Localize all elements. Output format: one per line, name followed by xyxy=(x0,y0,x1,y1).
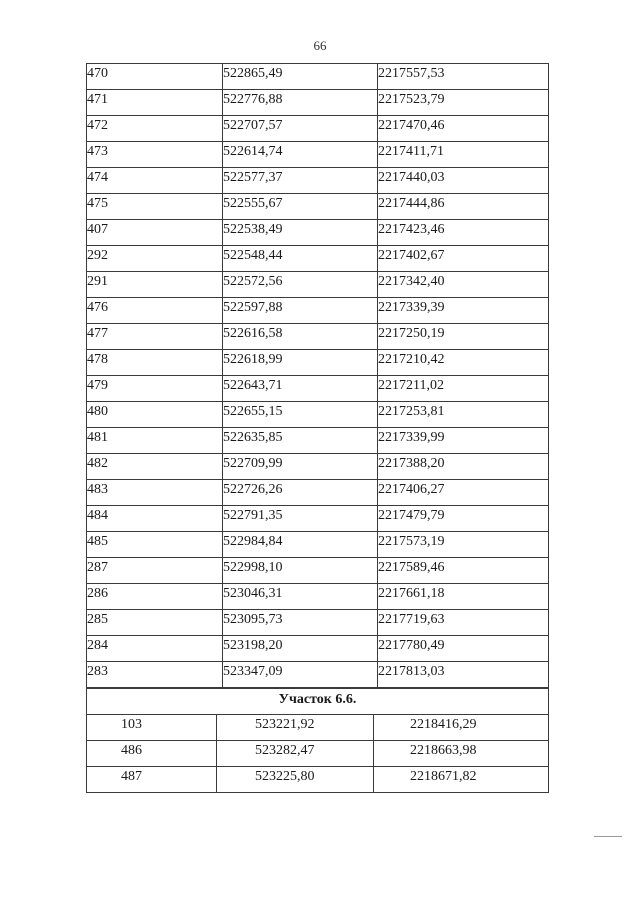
table-row xyxy=(87,636,549,662)
table-row xyxy=(87,428,549,454)
y-coordinate-cell: 2217339,39 xyxy=(378,298,549,324)
table-row xyxy=(87,715,549,741)
table-row xyxy=(87,64,549,90)
y-coordinate-cell: 2217470,46 xyxy=(378,116,549,142)
x-coordinate-cell: 523046,31 xyxy=(223,584,378,610)
y-coordinate-cell: 2217661,18 xyxy=(378,584,549,610)
x-coordinate-cell: 523095,73 xyxy=(223,610,378,636)
x-coordinate-cell: 522643,71 xyxy=(223,376,378,402)
point-number-cell: 485 xyxy=(87,532,223,558)
table-row xyxy=(87,506,549,532)
page-number: 66 xyxy=(313,38,327,53)
table-row xyxy=(87,246,549,272)
coordinates-sheet xyxy=(86,63,548,793)
x-coordinate-cell: 523225,80 xyxy=(217,767,374,793)
section-header-row xyxy=(87,689,549,715)
point-number-cell: 481 xyxy=(87,428,223,454)
table-row xyxy=(87,168,549,194)
x-coordinate-cell: 522577,37 xyxy=(223,168,378,194)
y-coordinate-cell: 2217573,19 xyxy=(378,532,549,558)
y-coordinate-cell: 2217402,67 xyxy=(378,246,549,272)
point-number-cell: 292 xyxy=(87,246,223,272)
x-coordinate-cell: 523282,47 xyxy=(217,741,374,767)
y-coordinate-cell: 2217523,79 xyxy=(378,90,549,116)
x-coordinate-cell: 522726,26 xyxy=(223,480,378,506)
point-number-cell: 479 xyxy=(87,376,223,402)
point-number-cell: 287 xyxy=(87,558,223,584)
table-row xyxy=(87,194,549,220)
point-number-cell: 477 xyxy=(87,324,223,350)
x-coordinate-cell: 522635,85 xyxy=(223,428,378,454)
x-coordinate-cell: 523198,20 xyxy=(223,636,378,662)
table-row xyxy=(87,610,549,636)
x-coordinate-cell: 522998,10 xyxy=(223,558,378,584)
scan-mark xyxy=(594,836,622,837)
point-number-cell: 285 xyxy=(87,610,223,636)
x-coordinate-cell: 523221,92 xyxy=(217,715,374,741)
x-coordinate-cell: 522548,44 xyxy=(223,246,378,272)
table-row xyxy=(87,480,549,506)
point-number-cell: 286 xyxy=(87,584,223,610)
table-row xyxy=(87,116,549,142)
x-coordinate-cell: 522616,58 xyxy=(223,324,378,350)
point-number-cell: 480 xyxy=(87,402,223,428)
point-number-cell: 470 xyxy=(87,64,223,90)
y-coordinate-cell: 2217440,03 xyxy=(378,168,549,194)
y-coordinate-cell: 2217250,19 xyxy=(378,324,549,350)
y-coordinate-cell: 2217780,49 xyxy=(378,636,549,662)
y-coordinate-cell: 2217210,42 xyxy=(378,350,549,376)
x-coordinate-cell: 522791,35 xyxy=(223,506,378,532)
point-number-cell: 291 xyxy=(87,272,223,298)
y-coordinate-cell: 2217423,46 xyxy=(378,220,549,246)
table-row xyxy=(87,376,549,402)
x-coordinate-cell: 522984,84 xyxy=(223,532,378,558)
point-number-cell: 284 xyxy=(87,636,223,662)
table-row xyxy=(87,741,549,767)
x-coordinate-cell: 522709,99 xyxy=(223,454,378,480)
table-row xyxy=(87,298,549,324)
table-row xyxy=(87,402,549,428)
x-coordinate-cell: 522618,99 xyxy=(223,350,378,376)
x-coordinate-cell: 522707,57 xyxy=(223,116,378,142)
x-coordinate-cell: 522865,49 xyxy=(223,64,378,90)
table-row xyxy=(87,142,549,168)
x-coordinate-cell: 522776,88 xyxy=(223,90,378,116)
table-row xyxy=(87,767,549,793)
y-coordinate-cell: 2217813,03 xyxy=(378,662,549,688)
point-number-cell: 474 xyxy=(87,168,223,194)
coordinates-table-body xyxy=(87,64,549,688)
y-coordinate-cell: 2218416,29 xyxy=(374,715,549,741)
table-row xyxy=(87,350,549,376)
x-coordinate-cell: 522614,74 xyxy=(223,142,378,168)
y-coordinate-cell: 2217557,53 xyxy=(378,64,549,90)
point-number-cell: 487 xyxy=(87,767,217,793)
point-number-cell: 471 xyxy=(87,90,223,116)
y-coordinate-cell: 2217444,86 xyxy=(378,194,549,220)
y-coordinate-cell: 2218671,82 xyxy=(374,767,549,793)
section-6-6-table xyxy=(86,688,549,793)
point-number-cell: 283 xyxy=(87,662,223,688)
point-number-cell: 486 xyxy=(87,741,217,767)
x-coordinate-cell: 522655,15 xyxy=(223,402,378,428)
y-coordinate-cell: 2217388,20 xyxy=(378,454,549,480)
x-coordinate-cell: 522572,56 xyxy=(223,272,378,298)
point-number-cell: 483 xyxy=(87,480,223,506)
table-row xyxy=(87,454,549,480)
point-number-cell: 473 xyxy=(87,142,223,168)
y-coordinate-cell: 2217411,71 xyxy=(378,142,549,168)
table-row xyxy=(87,272,549,298)
y-coordinate-cell: 2217211,02 xyxy=(378,376,549,402)
point-number-cell: 472 xyxy=(87,116,223,142)
y-coordinate-cell: 2217479,79 xyxy=(378,506,549,532)
section-6-6-table-body xyxy=(87,689,549,793)
y-coordinate-cell: 2217589,46 xyxy=(378,558,549,584)
table-row xyxy=(87,662,549,688)
x-coordinate-cell: 522555,67 xyxy=(223,194,378,220)
table-row xyxy=(87,532,549,558)
point-number-cell: 475 xyxy=(87,194,223,220)
point-number-cell: 103 xyxy=(87,715,217,741)
point-number-cell: 478 xyxy=(87,350,223,376)
table-row xyxy=(87,558,549,584)
y-coordinate-cell: 2217719,63 xyxy=(378,610,549,636)
y-coordinate-cell: 2217342,40 xyxy=(378,272,549,298)
y-coordinate-cell: 2218663,98 xyxy=(374,741,549,767)
point-number-cell: 482 xyxy=(87,454,223,480)
point-number-cell: 407 xyxy=(87,220,223,246)
table-row xyxy=(87,90,549,116)
table-row xyxy=(87,584,549,610)
x-coordinate-cell: 523347,09 xyxy=(223,662,378,688)
x-coordinate-cell: 522538,49 xyxy=(223,220,378,246)
point-number-cell: 476 xyxy=(87,298,223,324)
x-coordinate-cell: 522597,88 xyxy=(223,298,378,324)
y-coordinate-cell: 2217339,99 xyxy=(378,428,549,454)
table-row xyxy=(87,220,549,246)
y-coordinate-cell: 2217253,81 xyxy=(378,402,549,428)
point-number-cell: 484 xyxy=(87,506,223,532)
section-title: Участок 6.6. xyxy=(87,689,549,715)
y-coordinate-cell: 2217406,27 xyxy=(378,480,549,506)
coordinates-table xyxy=(86,63,549,688)
table-row xyxy=(87,324,549,350)
